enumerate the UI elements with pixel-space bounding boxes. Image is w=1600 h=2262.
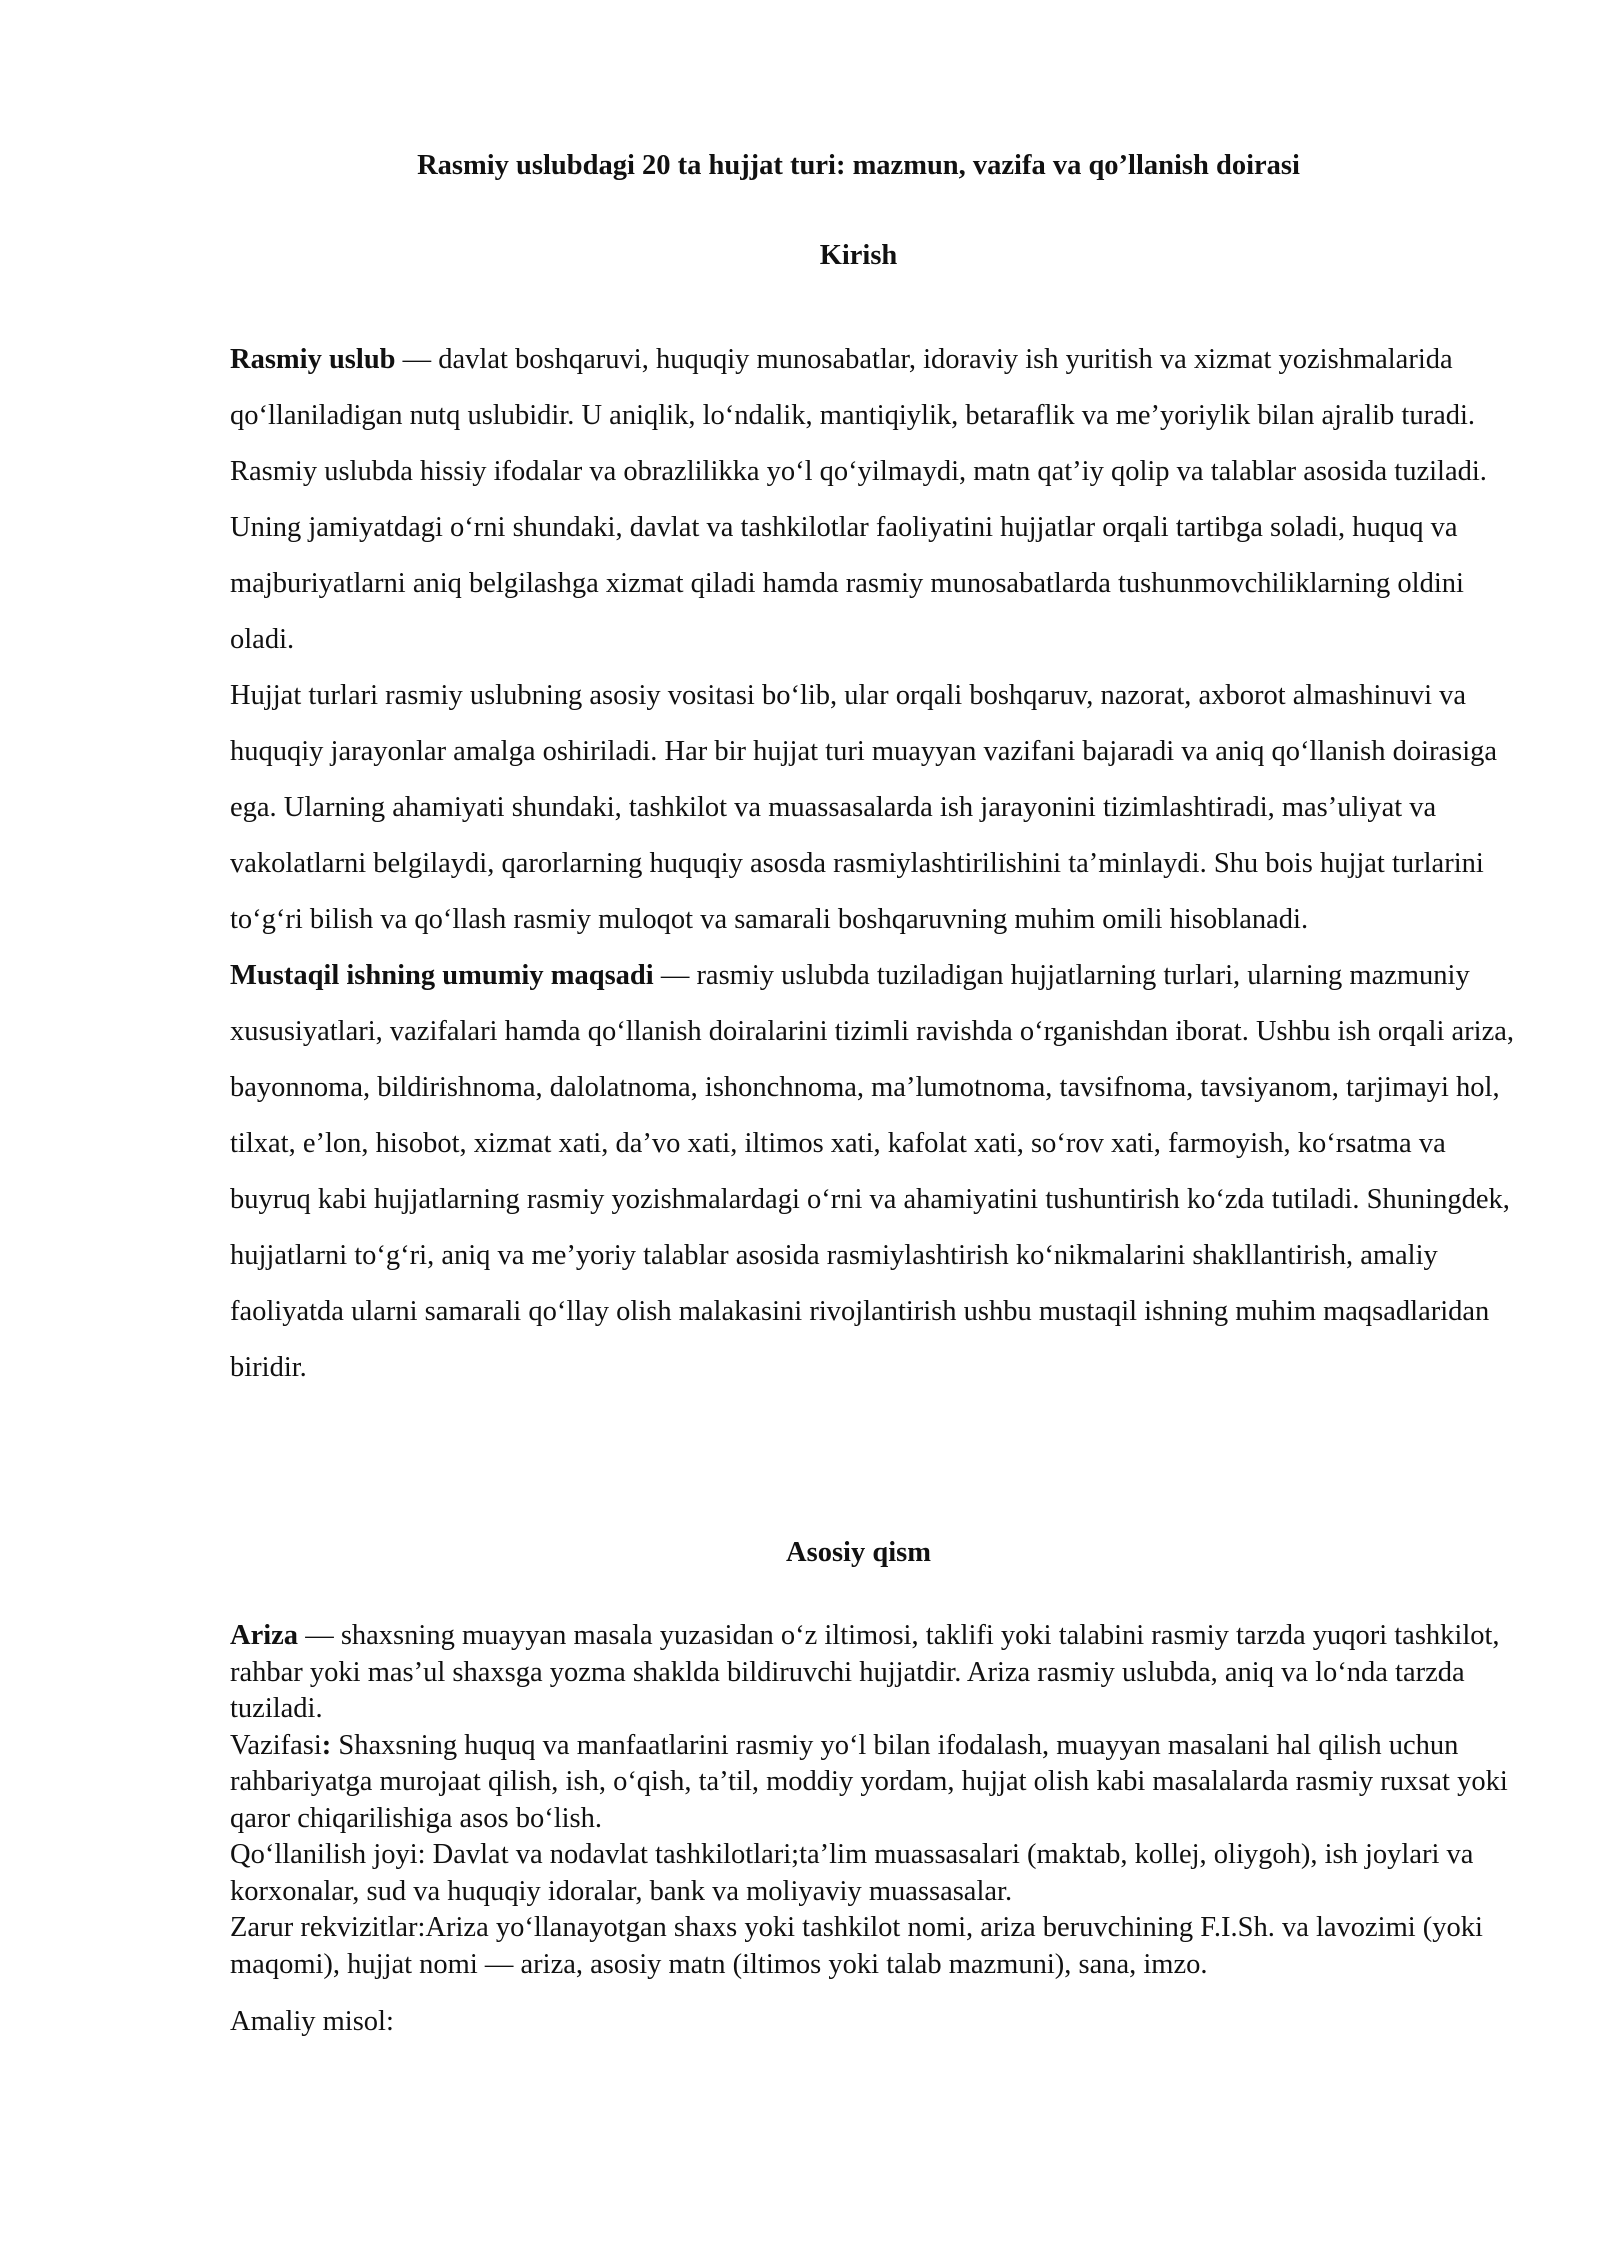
paragraph-lead: Mustaqil ishning umumiy maqsadi [230, 960, 654, 991]
example-label: Amaliy misol: [230, 2006, 394, 2037]
function-paragraph [230, 1728, 1520, 1838]
paragraph-text: — davlat boshqaruvi, huquqiy munosabatlar, idoraviy ish yuritish va xizmat yozishmalarida qo‘llaniladigan nutq uslubidir. U aniqlik, lo‘ndalik, mantiqiylik, betaraflik va me’yoriylik bilan ajralib turadi. Rasmiy uslubda hissiy ifodalar va obrazlilikka yo‘l qo‘yilmaydi, matn qat’iy qolip va talablar asosida tuziladi. Uning jamiyatdagi o‘rni shundaki, davlat va tashkilotlar faoliyatini hujjatlar orqali tartibga soladi, huquq va majburiyatlarni aniq belgilashga xizmat qiladi hamda rasmiy munosabatlarda tushunmovchiliklarning oldini oladi. [230, 344, 1487, 655]
requisites-paragraph: Zarur rekvizitlar:Ariza yo‘llanayotgan shaxs yoki tashkilot nomi, ariza beruvchining F.I.Sh. va lavozimi (yoki maqomi), hujjat nomi — ariza, asosiy matn (iltimos yoki talab mazmuni), sana, imzo. [230, 1912, 1483, 1980]
definition-text: — shaxsning muayyan masala yuzasidan o‘z iltimosi, taklifi yoki talabini rasmiy tarzda yuqori tashkilot, rahbar yoki mas’ul shaxsga yozma shaklda bildiruvchi hujjatdir. Ariza rasmiy uslubda, aniq va lo‘nda tarzda tuziladi. [230, 1620, 1500, 1724]
introduction-heading: Kirish [819, 240, 898, 271]
intro-paragraph-3 [230, 948, 1520, 1396]
function-colon: : [321, 1729, 332, 1761]
term-lead: Ariza [230, 1620, 299, 1651]
document-title: Rasmiy uslubdagi 20 ta hujjat turi: mazmun, vazifa va qo’llanish doirasi [417, 150, 1300, 181]
intro-paragraph-2 [230, 668, 1520, 948]
usage-paragraph: Qo‘llanilish joyi: Davlat va nodavlat tashkilotlari;ta’lim muassasalari (maktab, kollej, oliygoh), ish joylari va korxonalar, sud va huquqiy idoralar, bank va moliyaviy muassasalar. [230, 1839, 1474, 1907]
intro-paragraph-1 [230, 332, 1520, 668]
definition-paragraph [230, 1618, 1520, 1728]
function-label: Vazifasi [230, 1729, 322, 1761]
main-part-heading: Asosiy qism [786, 1537, 931, 1568]
paragraph-lead: Rasmiy uslub [230, 344, 396, 375]
function-text: Shaxsning huquq va manfaatlarini rasmiy yo‘l bilan ifodalash, muayyan masalani hal qilish uchun rahbariyatga murojaat qilish, ish, o‘qish, ta’til, moddiy yordam, hujjat olish kabi masalalarda rasmiy ruxsat yoki qaror chiqarilishiga asos bo‘lish. [230, 1729, 1508, 1834]
introduction-section [230, 332, 1520, 1396]
main-part-section [230, 1618, 1520, 2041]
paragraph-text: Hujjat turlari rasmiy uslubning asosiy vositasi bo‘lib, ular orqali boshqaruv, nazorat, axborot almashinuvi va huquqiy jarayonlar amalga oshiriladi. Har bir hujjat turi muayyan vazifani bajaradi va aniq qo‘llanish doirasiga ega. Ularning ahamiyati shundaki, tashkilot va muassasalarda ish jarayonini tizimlashtiradi, mas’uliyat va vakolatlarni belgilaydi, qarorlarning huquqiy asosda rasmiylashtirilishini ta’minlaydi. Shu bois hujjat turlarini to‘g‘ri bilish va qo‘llash rasmiy muloqot va samarali boshqaruvning muhim omili hisoblanadi. [230, 680, 1498, 935]
paragraph-text: — rasmiy uslubda tuziladigan hujjatlarning turlari, ularning mazmuniy xususiyatlari, vazifalari hamda qo‘llanish doiralarini tizimli ravishda o‘rganishdan iborat. Ushbu ish orqali ariza, bayonnoma, bildirishnoma, dalolatnoma, ishonchnoma, ma’lumotnoma, tavsifnoma, tavsiyanom, tarjimayi hol, tilxat, e’lon, hisobot, xizmat xati, da’vo xati, iltimos xati, kafolat xati, so‘rov xati, farmoyish, ko‘rsatma va buyruq kabi hujjatlarning rasmiy yozishmalardagi o‘rni va ahamiyatini tushuntirish ko‘zda tutiladi. Shuningdek, hujjatlarni to‘g‘ri, aniq va me’yoriy talablar asosida rasmiylashtirish ko‘nikmalarini shakllantirish, amaliy faoliyatda ularni samarali qo‘llay olish malakasini rivojlantirish ushbu mustaqil ishning muhim maqsadlaridan biridir. [230, 960, 1514, 1383]
